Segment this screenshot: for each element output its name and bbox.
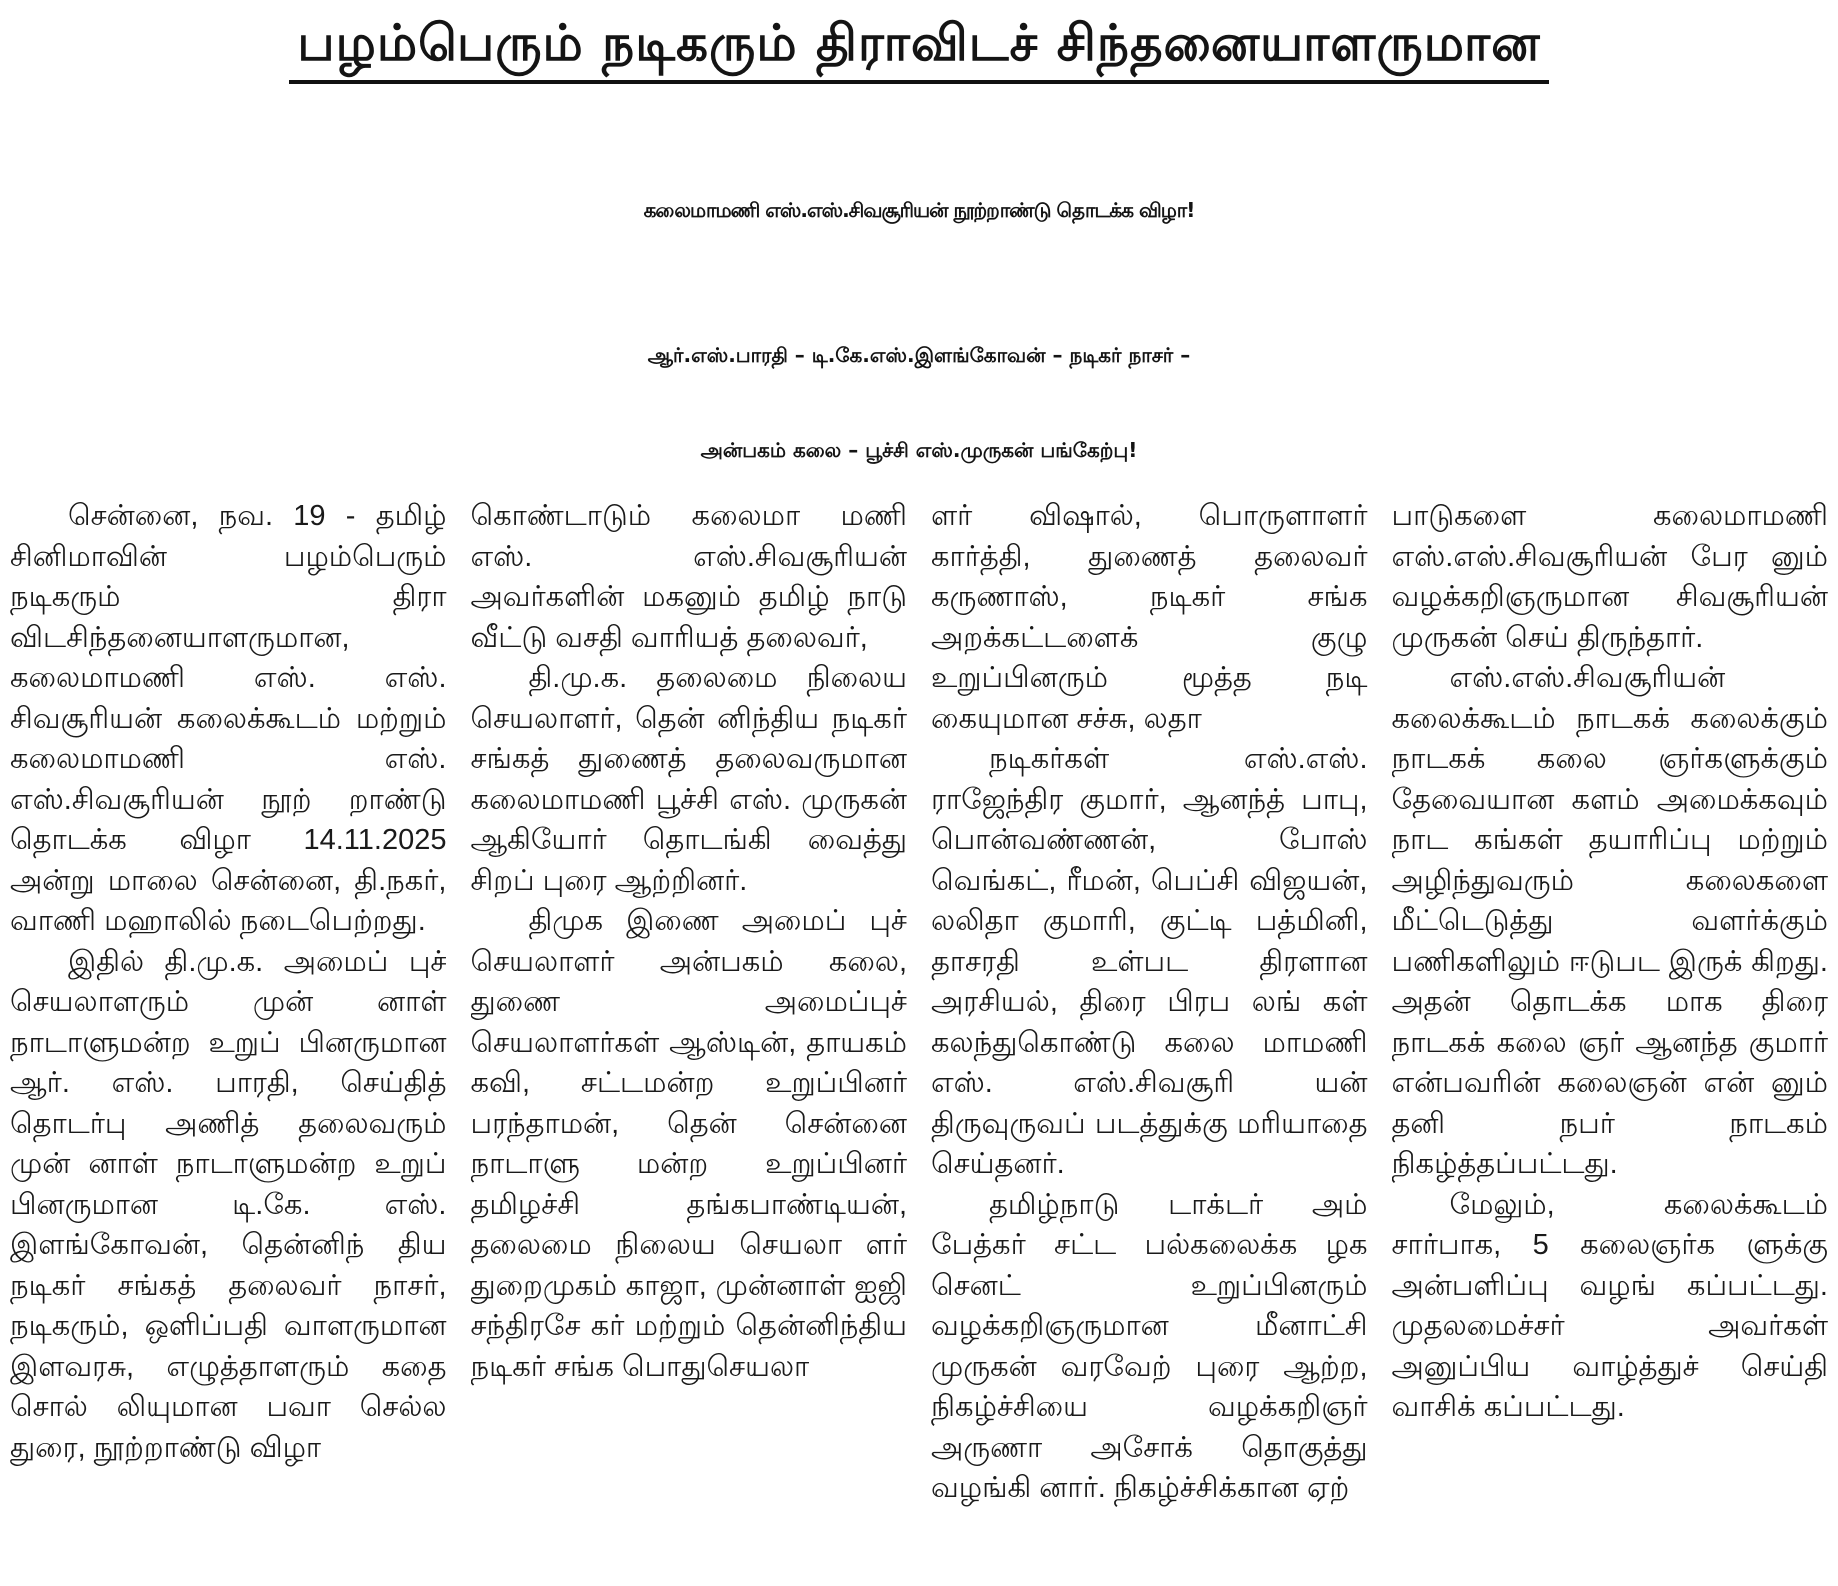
column-3-paragraph-1: ளர் விஷால், பொருளாளர் கார்த்தி, துணைத் தலைவர் கருணாஸ், நடிகர் சங்க அறக்கட்டளைக் குழு உறுப்பினரும் மூத்த நடி கையுமான சச்சு, லதா: [931, 500, 1368, 735]
column-1-paragraph-1: சென்னை, நவ. 19 - தமிழ் சினிமாவின் பழம்பெரும் நடிகரும் திரா விடசிந்தனையாளருமான, கலைமாமணி எஸ். எஸ். சிவசூரியன் கலைக்கூடம் மற்றும் கலைமாமணி எஸ். எஸ்.சிவசூரியன் நூற் றாண்டு தொடக்க விழா 14.11.2025 அன்று மாலை சென்னை, தி.நகர், வாணி மஹாலில் நடைபெற்றது.: [10, 500, 447, 937]
column-2-paragraph-3: திமுக இணை அமைப் புச் செயலாளர் அன்பகம் கலை, துணை அமைப்புச் செயலாளர்கள் ஆஸ்டின், தாயகம் கவி, சட்டமன்ற உறுப்பினர் பரந்தாமன், தென் சென்னை நாடாளு மன்ற உறுப்பினர் தமிழச்சி தங்கபாண்டியன், தலைமை நிலைய செயலா ளர் துறைமுகம் காஜா, முன்னாள் ஐஜி சந்திரசே கர் மற்றும் தென்னிந்திய நடிகர் சங்க பொதுசெயலா: [470, 905, 907, 1383]
column-3-paragraph-2: நடிகர்கள் எஸ்.எஸ். ராஜேந்திர குமார், ஆனந்த் பாபு, பொன்வண்ணன், போஸ் வெங்கட், ரீமன், பெப்சி விஜயன், லலிதா குமாரி, குட்டி பத்மினி, தாசரதி உள்பட திரளான அரசியல், திரை பிரப லங் கள் கலந்துகொண்டு கலை மாமணி எஸ். எஸ்.சிவசூரி யன் திருவுருவப் படத்துக்கு மரியாதை செய்தனர்.: [931, 743, 1368, 1180]
main-headline: கலைமாமணி எஸ்.எஸ்.சிவசூரியன் நூற்றாண்டு தொடக்க விழா!: [643, 198, 1195, 222]
column-4: [1392, 496, 1829, 1576]
article-body: [10, 496, 1828, 1576]
column-2-paragraph-1: கொண்டாடும் கலைமா மணி எஸ். எஸ்.சிவசூரியன் அவர்களின் மகனும் தமிழ் நாடு வீட்டு வசதி வாரியத் தலைவர்,: [470, 500, 907, 654]
column-4-paragraph-2: எஸ்.எஸ்.சிவசூரியன் கலைக்கூடம் நாடகக் கலைக்கும் நாடகக் கலை ஞர்களுக்கும் தேவையான களம் அமைக்கவும் நாட கங்கள் தயாரிப்பு மற்றும் அழிந்துவரும் கலைகளை மீட்டெடுத்து வளர்க்கும் பணிகளிலும் ஈடுபட இருக் கிறது. அதன் தொடக்க மாக திரை நாடகக் கலை ஞர் ஆனந்த குமார் என்பவரின் கலைஞன் என் னும் தனி நபர் நாடகம் நிகழ்த்தப்பட்டது.: [1391, 662, 1828, 1180]
subheadline-line-1: ஆர்.எஸ்.பாரதி – டி.கே.எஸ்.இளங்கோவன் – நடிகர் நாசர் –: [647, 343, 1191, 367]
column-3-paragraph-3: தமிழ்நாடு டாக்டர் அம் பேத்கர் சட்ட பல்கலைக்க ழக செனட் உறுப்பினரும் வழக்கறிஞருமான மீனாட்சி முருகன் வரவேற் புரை ஆற்ற, நிகழ்ச்சியை வழக்கறிஞர் அருணா அசோக் தொகுத்து வழங்கி னார். நிகழ்ச்சிக்கான ஏற்: [931, 1188, 1368, 1504]
column-1-paragraph-2: இதில் தி.மு.க. அமைப் புச் செயலாளரும் முன் னாள் நாடாளுமன்ற உறுப் பினருமான ஆர். எஸ். பாரதி, செய்தித் தொடர்பு அணித் தலைவரும் முன் னாள் நாடாளுமன்ற உறுப் பினருமான டி.கே. எஸ். இளங்கோவன், தென்னிந் திய நடிகர் சங்கத் தலைவர் நாசர், நடிகரும், ஒளிப்பதி வாளருமான இளவரசு, எழுத்தாளரும் கதை சொல் லியுமான பவா செல்ல துரை, நூற்றாண்டு விழா: [10, 945, 447, 1464]
kicker-text: பழம்பெரும் நடிகரும் திராவிடச் சிந்தனையாளருமான: [289, 8, 1548, 84]
column-4-paragraph-3: மேலும், கலைக்கூடம் சார்பாக, 5 கலைஞர்க ளுக்கு அன்பளிப்பு வழங் கப்பட்டது. முதலமைச்சர் அவர்கள் அனுப்பிய வாழ்த்துச் செய்தி வாசிக் கப்பட்டது.: [1391, 1188, 1828, 1423]
column-3: [931, 496, 1368, 1576]
kicker-headline: [0, 8, 1838, 84]
column-2-paragraph-2: தி.மு.க. தலைமை நிலைய செயலாளர், தென் னிந்திய நடிகர் சங்கத் துணைத் தலைவருமான கலைமாமணி பூச்சி எஸ். முருகன் ஆகியோர் தொடங்கி வைத்து சிறப் புரை ஆற்றினர்.: [470, 662, 907, 897]
column-2: [471, 496, 908, 1576]
subheadline-line-2: அன்பகம் கலை – பூச்சி எஸ்.முருகன் பங்கேற்பு!: [700, 438, 1138, 462]
column-1: [10, 496, 447, 1576]
column-4-paragraph-1: பாடுகளை கலைமாமணி எஸ்.எஸ்.சிவசூரியன் பேர னும் வழக்கறிஞருமான சிவசூரியன் முருகன் செய் திருந்தார்.: [1391, 500, 1828, 654]
